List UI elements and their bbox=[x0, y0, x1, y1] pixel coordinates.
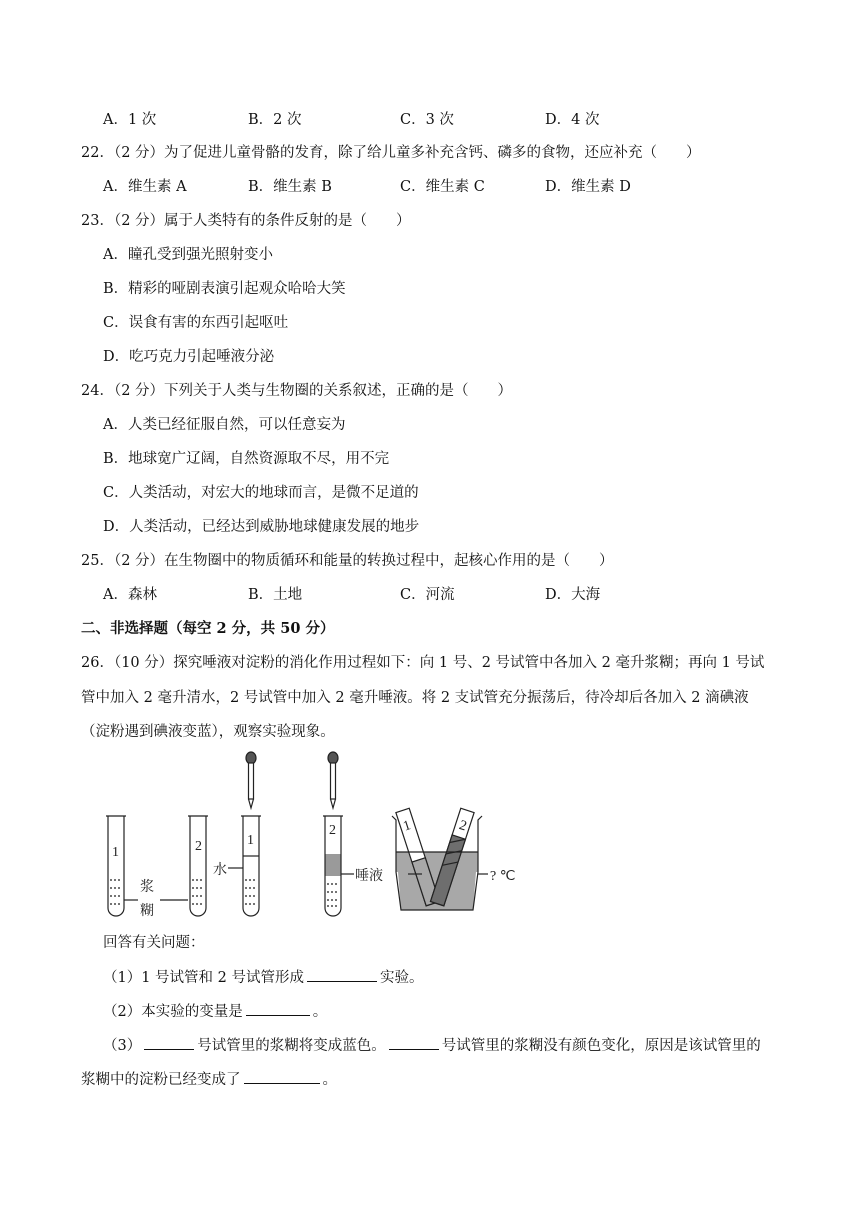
q24-option-a: A．人类已经征服自然，可以任意妄为 bbox=[103, 417, 346, 433]
q26-sub2-text-b: 。 bbox=[312, 1004, 328, 1020]
q24-option-b: B．地球宽广辽阔，自然资源取不尽，用不完 bbox=[103, 451, 390, 467]
q22-option-b: B．维生素 B bbox=[248, 179, 332, 195]
q26-sub2-text-a: （2）本实验的变量是 bbox=[103, 1004, 243, 1020]
paste-label-top: 浆 bbox=[140, 880, 154, 895]
q26-sub1 bbox=[103, 967, 424, 988]
bath-tube-2-number: 2 bbox=[457, 818, 469, 835]
tube-2-number-saliva: 2 bbox=[329, 823, 336, 838]
q26-sub3-blank-1[interactable] bbox=[144, 1035, 194, 1050]
temperature-label: ? ℃ bbox=[490, 869, 516, 884]
paste-label-bottom: 糊 bbox=[140, 904, 154, 919]
tube-1-number: 1 bbox=[112, 845, 119, 860]
q26-sub3-text-b: 号试管里的浆糊将变成蓝色。 bbox=[197, 1038, 386, 1054]
q26-sub2-blank[interactable] bbox=[246, 1001, 310, 1016]
q26-sub3-text-a: （3） bbox=[103, 1038, 142, 1054]
q26-sub1-text-b: 实验。 bbox=[380, 970, 424, 986]
experiment-figure bbox=[100, 748, 520, 924]
test-tube-2-saliva bbox=[323, 816, 343, 916]
q22-option-a: A．维生素 A bbox=[103, 179, 187, 195]
q26-stem-line-3: （淀粉遇到碘液变蓝），观察实验现象。 bbox=[81, 724, 335, 740]
q24-option-d: D．人类活动，已经达到威胁地球健康发展的地步 bbox=[103, 519, 420, 535]
water-label: 水 bbox=[213, 863, 227, 878]
q26-sub2 bbox=[103, 1001, 327, 1022]
q25-option-b: B．土地 bbox=[248, 587, 303, 603]
q21-option-a: A．1 次 bbox=[103, 112, 157, 128]
q26-sub3-text-d: 浆糊中的淀粉已经变成了 bbox=[81, 1072, 241, 1088]
test-tube-1-paste bbox=[106, 816, 126, 916]
q26-sub3-blank-2[interactable] bbox=[389, 1035, 439, 1050]
q25-option-a: A．森林 bbox=[103, 587, 157, 603]
answer-prompt: 回答有关问题： bbox=[103, 935, 205, 951]
q24-stem: 24．（2 分）下列关于人类与生物圈的关系叙述，正确的是（ ） bbox=[81, 383, 513, 399]
q26-sub3-blank-3[interactable] bbox=[244, 1069, 320, 1084]
q26-sub3-text-c: 号试管里的浆糊没有颜色变化，原因是该试管里的 bbox=[441, 1038, 761, 1054]
q23-option-b: B．精彩的哑剧表演引起观众哈哈大笑 bbox=[103, 281, 346, 297]
q26-stem-line-1: 26．（10 分）探究唾液对淀粉的消化作用过程如下：向 1 号、2 号试管中各加入 2 毫升浆糊；再向 1 号试 bbox=[81, 655, 765, 671]
water-bath-beaker bbox=[392, 808, 482, 910]
q26-sub3-text-e: 。 bbox=[322, 1072, 337, 1088]
q24-option-c: C．人类活动，对宏大的地球而言，是微不足道的 bbox=[103, 485, 419, 501]
section-2-title: 二、非选择题（每空 2 分，共 50 分） bbox=[81, 620, 335, 637]
q25-option-c: C．河流 bbox=[400, 587, 455, 603]
test-tube-2-paste bbox=[188, 816, 208, 916]
q23-option-a: A．瞳孔受到强光照射变小 bbox=[103, 247, 273, 263]
q26-sub3 bbox=[103, 1035, 761, 1056]
q22-option-d: D．维生素 D bbox=[545, 179, 631, 195]
tube-1-number-water: 1 bbox=[247, 833, 254, 848]
saliva-label: 唾液 bbox=[355, 869, 383, 884]
q26-stem-line-2: 管中加入 2 毫升清水，2 号试管中加入 2 毫升唾液。将 2 支试管充分振荡后，待冷却后各加入 2 滴碘液 bbox=[81, 690, 749, 706]
q21-option-b: B．2 次 bbox=[248, 112, 302, 128]
dropper-1 bbox=[246, 752, 256, 808]
q26-sub3-cont bbox=[81, 1069, 337, 1090]
tube-2-number: 2 bbox=[195, 839, 202, 854]
q21-option-c: C．3 次 bbox=[400, 112, 454, 128]
q23-option-d: D．吃巧克力引起唾液分泌 bbox=[103, 349, 275, 365]
q21-option-d: D．4 次 bbox=[545, 112, 600, 128]
dropper-2 bbox=[328, 752, 338, 808]
bath-tube-1-number: 1 bbox=[401, 818, 413, 835]
q26-sub1-blank[interactable] bbox=[307, 967, 377, 982]
q26-sub1-text-a: （1）1 号试管和 2 号试管形成 bbox=[103, 970, 305, 986]
q25-stem: 25．（2 分）在生物圈中的物质循环和能量的转换过程中，起核心作用的是（ ） bbox=[81, 553, 614, 569]
q23-option-c: C．误食有害的东西引起呕吐 bbox=[103, 315, 289, 331]
test-tube-1-water bbox=[241, 816, 261, 916]
q23-stem: 23．（2 分）属于人类特有的条件反射的是（ ） bbox=[81, 213, 411, 229]
q25-option-d: D．大海 bbox=[545, 587, 601, 603]
q22-stem: 22．（2 分）为了促进儿童骨骼的发育，除了给儿童多补充含钙、磷多的食物，还应补充（ ） bbox=[81, 145, 701, 161]
q22-option-c: C．维生素 C bbox=[400, 179, 485, 195]
